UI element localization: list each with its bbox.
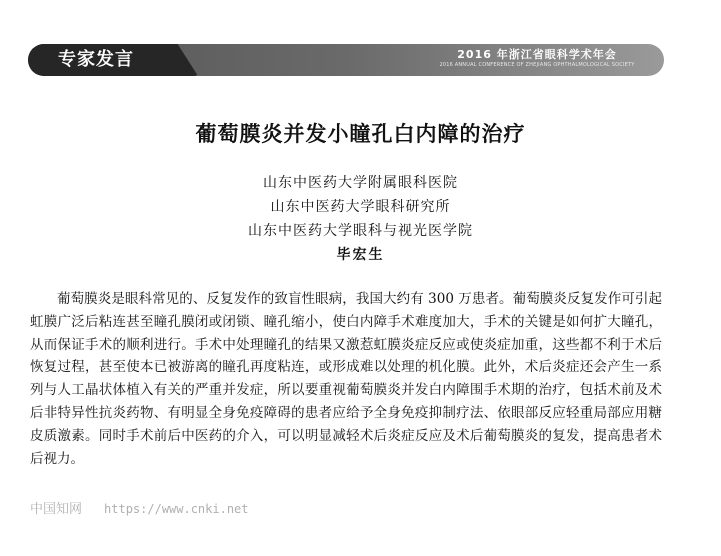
affiliation-1: 山东中医药大学附属眼科医院 [263, 175, 458, 191]
watermark [30, 498, 249, 517]
section-label: 专家发言 [58, 49, 134, 70]
article-title: 葡萄膜炎并发小瞳孔白内障的治疗 [195, 121, 526, 146]
conference-subtitle: 2016 ANNUAL CONFERENCE OF ZHEJIANG OPHTHALMOLOGICAL SOCIETY [439, 62, 635, 68]
author-name: 毕宏生 [336, 247, 385, 263]
watermark-site-name: 中国知网 [30, 502, 83, 517]
abstract-paragraph: 葡萄膜炎是眼科常见的、反复发作的致盲性眼病，我国大约有 300 万患者。葡萄膜炎反复发作可引起虹膜广泛后粘连甚至瞳孔膜闭或闭锁、瞳孔缩小，使白内障手术难度加大，手术的关键是如何扩大瞳孔，从而保证手术的顺利进行。手术中处理瞳孔的结果又激惹虹膜炎症反应或使炎症加重，这些都不利于术后恢复过程，甚至使本已被游离的瞳孔再度粘连，或形成难以处理的机化膜。此外，术后炎症还会产生一系列与人工晶状体植入有关的严重并发症，所以要重视葡萄膜炎并发白内障围手术期的治疗，包括术前及术后非特异性抗炎药物、有明显全身免疫障碍的患者应给予全身免疫抑制疗法、依眼部反应轻重局部应用糖皮质激素。同时手术前后中医药的介入，可以明显减轻术后炎症反应及术后葡萄膜炎的复发，提高患者术后视力。 [30, 291, 662, 467]
watermark-url[interactable]: https://www.cnki.net [104, 502, 249, 516]
affiliation-3: 山东中医药大学眼科与视光医学院 [248, 223, 473, 239]
affiliation-2: 山东中医药大学眼科研究所 [270, 199, 451, 215]
conference-title: 2016 年浙江省眼科学术年会 [457, 48, 617, 61]
